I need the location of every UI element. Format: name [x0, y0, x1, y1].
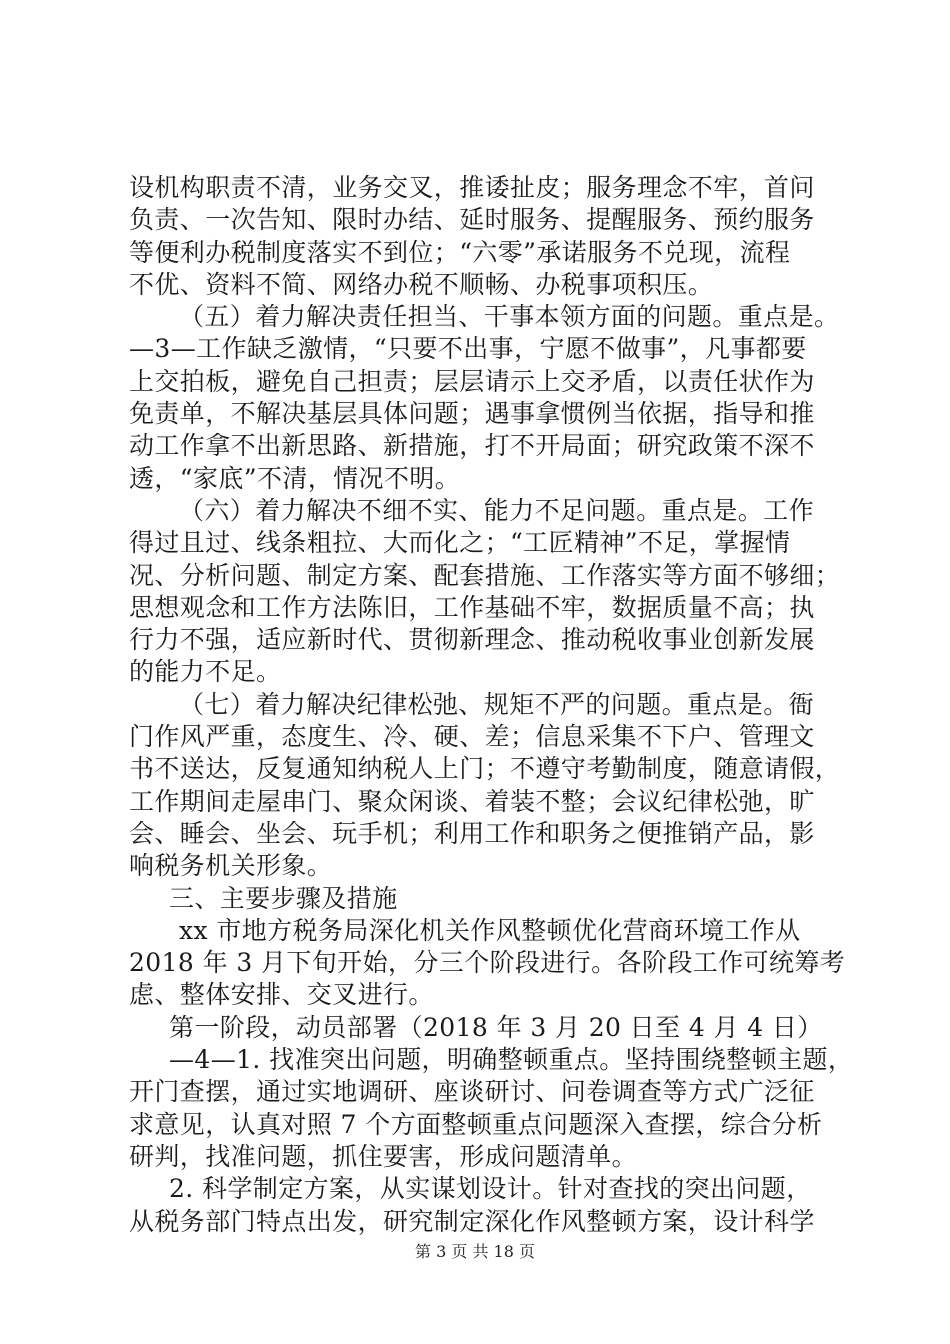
- text-line: 等便利办税制度落实不到位；“六零”承诺服务不兑现，流程: [129, 237, 791, 267]
- text-line: 开门查摆，通过实地调研、座谈研讨、问卷调查等方式广泛征: [129, 1077, 815, 1107]
- text-line: 求意见，认真对照 7 个方面整顿重点问题深入查摆，综合分析: [129, 1109, 823, 1139]
- text-line: 工作期间走屋串门、聚众闲谈、着装不整；会议纪律松弛，旷: [129, 786, 815, 816]
- text-line: 设机构职责不清，业务交叉，推诿扯皮；服务理念不牢，首问: [129, 173, 815, 202]
- text-line: 从税务部门特点出发，研究制定深化作风整顿方案，设计科学: [129, 1206, 815, 1236]
- text-line: —3—工作缺乏激情，“只要不出事，宁愿不做事”，凡事都要: [129, 334, 807, 364]
- section-heading-6: （六）着力解决不细不实、能力不足问题。重点是。工作: [179, 495, 815, 525]
- text-line: 思想观念和工作方法陈旧，工作基础不牢，数据质量不高；执: [129, 592, 815, 622]
- text-line: 不优、资料不简、网络办税不顺畅、办税事项积压。: [129, 269, 714, 299]
- text-line: 书不送达，反复通知纳税人上门；不遵守考勤制度，随意请假，: [129, 754, 841, 784]
- text-line: 动工作拿不出新思路、新措施，打不开局面；研究政策不深不: [129, 431, 815, 461]
- section-heading-5: （五）着力解决责任担当、干事本领方面的问题。重点是。: [179, 302, 840, 332]
- text-line: 响税务机关形象。: [129, 851, 333, 881]
- text-line: xx 市地方税务局深化机关作风整顿优化营商环境工作从: [179, 915, 801, 945]
- page-footer: 第 3 页 共 18 页: [415, 1242, 535, 1261]
- text-line: 研判，找准问题，抓住要害，形成问题清单。: [129, 1141, 638, 1171]
- text-line: 2. 科学制定方案，从实谋划设计。针对查找的突出问题，: [169, 1174, 812, 1204]
- text-line: —4—1. 找准突出问题，明确整顿重点。坚持围绕整顿主题，: [169, 1045, 854, 1075]
- section-heading-7: （七）着力解决纪律松弛、规矩不严的问题。重点是。衙: [179, 689, 815, 719]
- text-line: 上交拍板，避免自己担责；层层请示上交矛盾，以责任状作为: [129, 366, 815, 396]
- text-line: 透，“家底”不清，情况不明。: [129, 463, 461, 493]
- text-line: 虑、整体安排、交叉进行。: [129, 980, 434, 1010]
- text-line: 的能力不足。: [129, 657, 282, 687]
- text-line: 会、睡会、坐会、玩手机；利用工作和职务之便推销产品，影: [129, 818, 815, 848]
- text-line: 负责、一次告知、限时办结、延时服务、提醒服务、预约服务: [129, 205, 815, 235]
- text-line: 况、分析问题、制定方案、配套措施、工作落实等方面不够细；: [129, 560, 841, 590]
- text-line: 门作风严重，态度生、冷、硬、差；信息采集不下户、管理文: [129, 722, 815, 752]
- chapter-heading: 三、主要步骤及措施: [169, 883, 398, 913]
- text-line: 免责单，不解决基层具体问题；遇事拿惯例当依据，指导和推: [129, 399, 815, 429]
- phase-heading: 第一阶段，动员部署（2018 年 3 月 20 日至 4 月 4 日）: [169, 1012, 823, 1042]
- document-body: [129, 172, 854, 1238]
- text-line: 行力不强，适应新时代、贯彻新理念、推动税收事业创新发展: [129, 625, 815, 655]
- text-line: 得过且过、线条粗拉、大而化之；“工匠精神”不足，掌握情: [129, 528, 791, 558]
- text-line: 2018 年 3 月下旬开始，分三个阶段进行。各阶段工作可统筹考: [129, 948, 846, 978]
